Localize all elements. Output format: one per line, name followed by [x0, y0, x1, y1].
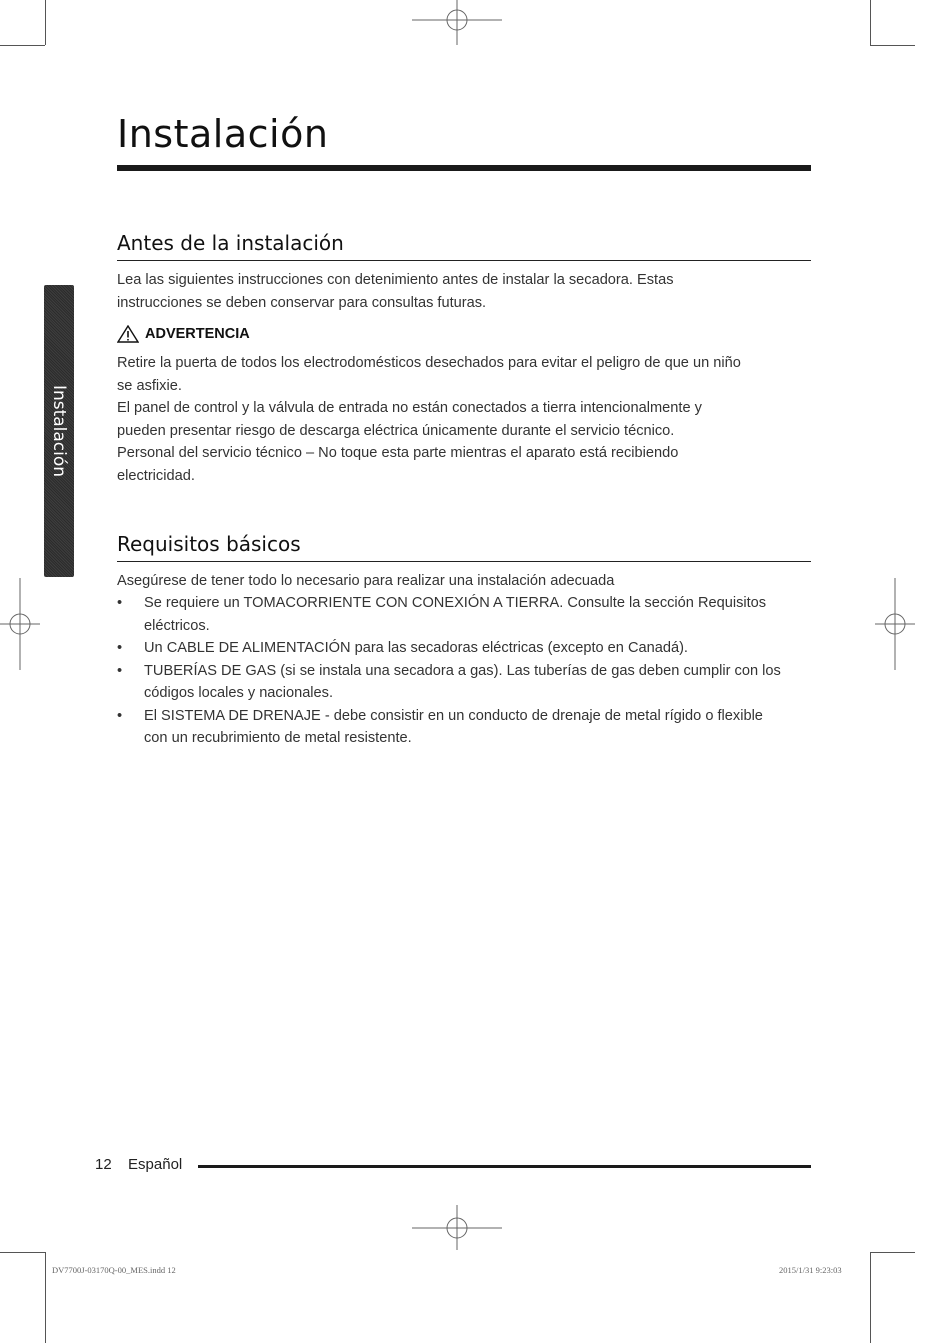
text-line: Un CABLE DE ALIMENTACIÓN para las secadoras eléctricas (excepto en Canadá).: [144, 640, 688, 656]
text-line: con un recubrimiento de metal resistente.: [144, 730, 412, 746]
list-item: [117, 705, 817, 750]
bullet: •: [117, 707, 123, 724]
title-rule: [117, 165, 811, 171]
crop-mark: [870, 45, 915, 46]
warning-label: ADVERTENCIA: [145, 326, 250, 342]
registration-mark-bottom: [412, 1205, 502, 1250]
text-line: Se requiere un TOMACORRIENTE CON CONEXIÓN A TIERRA. Consulte la sección Requisitos: [144, 595, 767, 611]
text-line: se asfixie.: [117, 377, 182, 394]
text-line: Lea las siguientes instrucciones con detenimiento antes de instalar la secadora. Estas: [117, 272, 674, 288]
requirements-list: [117, 592, 817, 750]
page-number: 12: [95, 1156, 112, 1173]
crop-mark: [870, 0, 871, 45]
list-item: [117, 592, 817, 637]
section-heading-before-installation: Antes de la instalación: [117, 231, 344, 255]
footer-rule: [198, 1165, 811, 1168]
footer-page-info: [95, 1156, 182, 1173]
bullet: •: [117, 662, 123, 679]
text-line: instrucciones se deben conservar para consultas futuras.: [117, 294, 487, 311]
section-rule: [117, 561, 811, 562]
crop-mark: [870, 1252, 871, 1343]
text-line: TUBERÍAS DE GAS (si se instala una secadora a gas). Las tuberías de gas deben cumplir con los: [144, 662, 781, 679]
footer-language: Español: [128, 1156, 183, 1173]
text-line: códigos locales y nacionales.: [144, 685, 334, 701]
list-item: [117, 660, 817, 705]
warning-text: [117, 352, 807, 487]
warning-triangle-icon: [117, 325, 139, 343]
warning-heading: [117, 325, 250, 343]
text-line: eléctricos.: [144, 617, 210, 634]
text-line: Personal del servicio técnico – No toque esta parte mientras el aparato está recibiendo: [117, 445, 679, 461]
list-item: [117, 637, 817, 660]
slug-filename: DV7700J-03170Q-00_MES.indd 12: [52, 1265, 176, 1275]
crop-mark: [870, 1252, 915, 1253]
page-title: Instalación: [117, 112, 329, 156]
section2-intro: Asegúrese de tener todo lo necesario para realizar una instalación adecuada: [117, 573, 615, 589]
registration-mark-top: [412, 0, 502, 45]
registration-mark-right: [875, 578, 915, 670]
section1-intro: [117, 269, 807, 314]
section-rule: [117, 260, 811, 261]
crop-mark: [45, 1252, 46, 1343]
text-line: Retire la puerta de todos los electrodomésticos desechados para evitar el peligro de que un niño: [117, 355, 741, 371]
side-tab-label: Instalación: [49, 384, 69, 478]
text-line: pueden presentar riesgo de descarga eléctrica únicamente durante el servicio técnico.: [117, 422, 675, 439]
text-line: El SISTEMA DE DRENAJE - debe consistir en un conducto de drenaje de metal rígido o flexible: [144, 707, 763, 724]
bullet: •: [117, 640, 123, 656]
registration-mark-left: [0, 578, 40, 670]
crop-mark: [45, 0, 46, 45]
section-heading-basic-requirements: Requisitos básicos: [117, 532, 301, 556]
text-line: El panel de control y la válvula de entrada no están conectados a tierra intencionalmente y: [117, 400, 702, 416]
slug-timestamp: 2015/1/31 9:23:03: [779, 1265, 842, 1275]
bullet: •: [117, 595, 123, 611]
crop-mark: [0, 1252, 45, 1253]
text-line: electricidad.: [117, 467, 195, 484]
side-tab: [44, 285, 74, 577]
crop-mark: [0, 45, 45, 46]
